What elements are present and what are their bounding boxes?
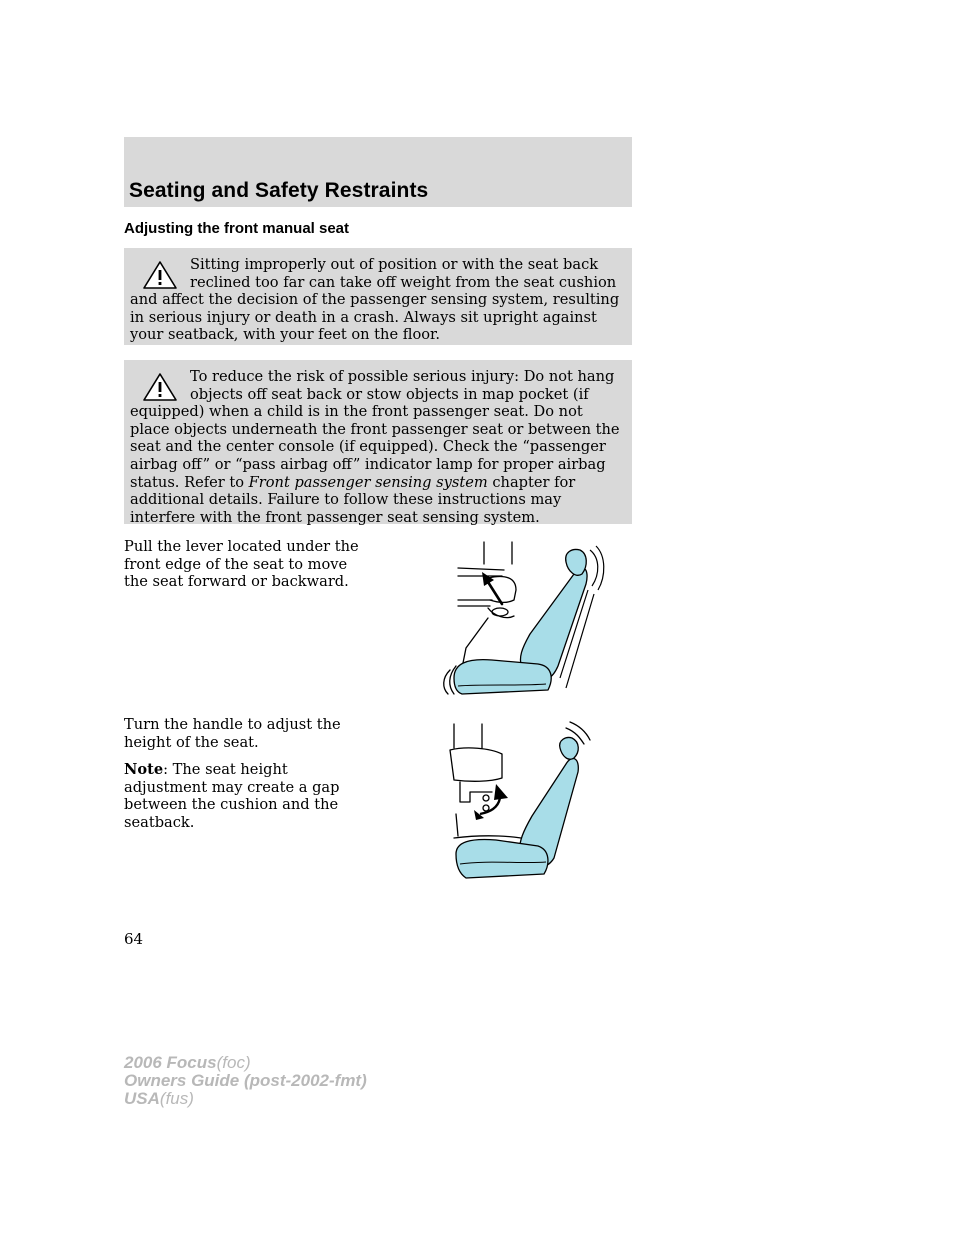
note-label: Note bbox=[124, 761, 164, 779]
footer-market-code: (fus) bbox=[159, 1089, 194, 1108]
page-number: 64 bbox=[124, 930, 144, 948]
warning-box bbox=[124, 248, 632, 345]
warning-text: Sitting improperly out of position or with the seat back reclined too far can take off weight from the seat cushion and affect the decision of the passenger sensing system, resulting in serious injury or death in a crash. Always sit upright against your seatback, with your feet on the floor. bbox=[130, 256, 620, 344]
document-footer bbox=[124, 1054, 367, 1108]
warning-text: To reduce the risk of possible serious injury: Do not hang objects off seat back or stow objects in map pocket (if equipped) when a child is in the front passenger seat. Do not place objects underneath the front passenger seat or between the seat and the center console (if equipped). Check the “passenger airbag off” or “pass airbag off” indicator lamp for proper airbag status. Refer to Front passenger sensing system chapter for additional details. Failure to follow these instructions may interfere with the front passenger seat sensing system. bbox=[130, 368, 620, 526]
warning-box bbox=[124, 360, 632, 524]
height-instructions bbox=[124, 716, 374, 842]
warning-triangle-icon bbox=[142, 260, 178, 290]
section-title: Seating and Safety Restraints bbox=[129, 179, 429, 202]
footer-market: USA bbox=[124, 1089, 160, 1108]
subsection-heading: Adjusting the front manual seat bbox=[124, 220, 350, 237]
footer-guide: Owners Guide (post-2002-fmt) bbox=[124, 1071, 367, 1090]
footer-model: 2006 Focus bbox=[124, 1053, 217, 1072]
cross-reference: Front passenger sensing system bbox=[248, 473, 488, 491]
seat-fore-aft-lever-illustration bbox=[432, 538, 612, 698]
note-text: Note: The seat height adjustment may create a gap between the cushion and the seatback. bbox=[124, 761, 340, 831]
footer-model-code: (foc) bbox=[216, 1053, 251, 1072]
instruction-text: Pull the lever located under the front edge of the seat to move the seat forward or backward. bbox=[124, 538, 359, 591]
instruction-text: Turn the handle to adjust the height of the seat. bbox=[124, 716, 341, 751]
warning-triangle-icon bbox=[142, 372, 178, 402]
fore-aft-instructions bbox=[124, 538, 374, 601]
section-header-band bbox=[124, 137, 632, 207]
seat-height-handle-illustration bbox=[446, 718, 602, 884]
